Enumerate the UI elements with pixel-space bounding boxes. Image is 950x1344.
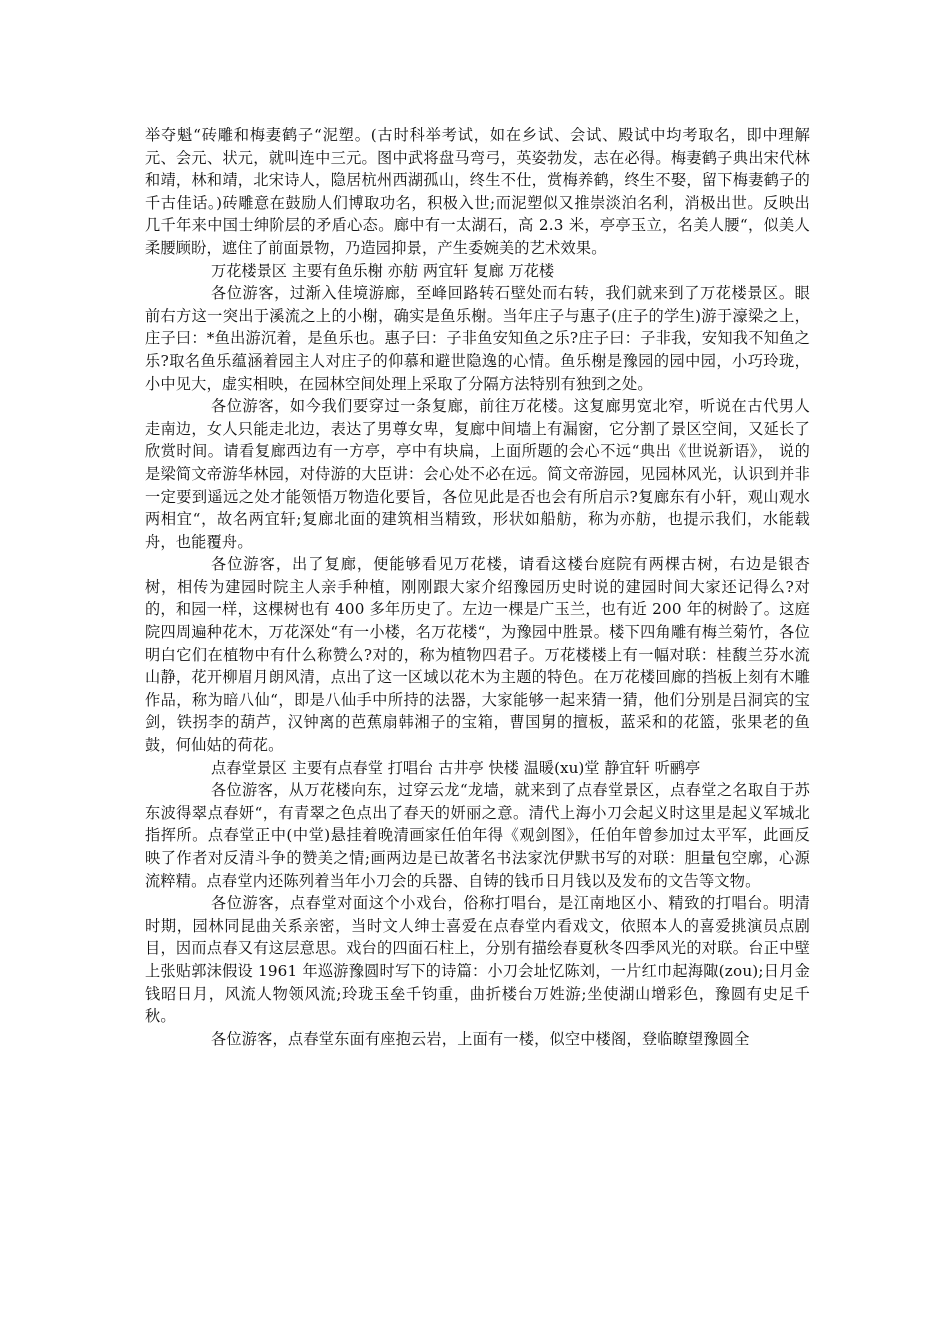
paragraph-intro: 举夺魁“砖雕和梅妻鹤子“泥塑。(古时科举考试，如在乡试、会试、殿试中均考取名，即中理解元、会元、状元，就叫连中三元。图中武将盘马弯弓，英姿勃发，志在必得。梅妻鹤子典出宋代林和靖，林和靖，北宋诗人，隐居杭州西湖孤山，终生不仕，赏梅养鹤，终生不娶，留下梅妻鹤子的千古佳话。)砖雕意在鼓励人们博取功名，积极入世;而泥塑似又推崇淡泊名利，消极出世。反映出几千年来中国士绅阶层的矛盾心态。廊中有一太湖石，高 2.3 米，亭亭玉立，名美人腰“，似美人柔腰顾盼，遮住了前面景物，乃造园抑景，产生委婉美的艺术效果。 [145,126,810,257]
paragraph-yulexie: 各位游客，过渐入佳境游廊，至峰回路转石壁处而右转，我们就来到了万花楼景区。眼前右方这一突出于溪流之上的小榭，确实是鱼乐榭。当年庄子与惠子(庄子的学生)游于濠梁之上，庄子曰：*鱼出游沉着，是鱼乐也。惠子曰：子非鱼安知鱼之乐?庄子曰：子非我，安知我不知鱼之乐?取名鱼乐蕴涵着园主人对庄子的仰慕和避世隐逸的心情。鱼乐榭是豫园的园中园，小巧玲珑，小中见大，虚实相映，在园林空间处理上采取了分隔方法特别有独到之处。 [145,284,810,393]
paragraph-fulang: 各位游客，如今我们要穿过一条复廊，前往万花楼。这复廊男宽北窄，听说在古代男人走南边，女人只能走北边，表达了男尊女卑，复廊中间墙上有漏窗，它分割了景区空间，又延长了欣赏时间。请看复廊西边有一方亭，亭中有块扁，上面所题的会心不远“典出《世说新语》， 说的是梁简文帝游华林园，对侍游的大臣讲：会心处不必在远。简文帝游园，见园林风光，认识到并非一定要到遥远之处才能领悟万物造化要旨，各位见此是否也会有所启示?复廊东有小轩，观山观水两相宜“，故名两宜轩;复廊北面的建筑相当精致，形状如船舫，称为亦舫，也提示我们，水能载舟，也能覆舟。 [145,397,810,551]
section-heading-dianchuntang: 点春堂景区 主要有点春堂 打唱台 古井亭 快楼 温暖(xu)堂 静宜轩 听鹂亭 [211,758,701,777]
paragraph-wanhualou: 各位游客，出了复廊，便能够看见万花楼，请看这楼台庭院有两棵古树，右边是银杏树，相传为建园时院主人亲手种植，刚刚跟大家介绍豫园历史时说的建园时间大家还记得么?对的，和园一样，这棵树也有 400 多年历史了。左边一棵是广玉兰，也有近 200 年的树龄了。这庭院四周遍种花木，万花深处“有一小楼，名万花楼“，为豫园中胜景。楼下四角雕有梅兰菊竹，各位明白它们在植物中有什么称赞么?对的，称为植物四君子。万花楼楼上有一幅对联：桂馥兰芬水流山静，花开柳眉月朗风清，点出了这一区域以花木为主题的特色。在万花楼回廊的挡板上刻有木雕作品，称为暗八仙“，即是八仙手中所持的法器，大家能够一起来猜一猜，他们分别是吕洞宾的宝剑，铁拐李的葫芦，汉钟离的芭蕉扇韩湘子的宝箱，曹国舅的擅板，蓝采和的花篮，张果老的鱼鼓，何仙姑的荷花。 [145,555,810,755]
paragraph-baoyunyan: 各位游客，点春堂东面有座抱云岩，上面有一楼，似空中楼阁，登临瞭望豫圆全 [211,1029,750,1048]
paragraph-dachangtai: 各位游客，点春堂对面这个小戏台，俗称打唱台，是江南地区小、精致的打唱台。明清时期，园林同昆曲关系亲密，当时文人绅士喜爱在点春堂内看戏文，依照本人的喜爱挑演员点剧目，因而点春又有这层意思。戏台的四面石柱上，分别有描绘春夏秋冬四季风光的对联。台正中壁上张贴郭沫假设 1961 年巡游豫圆时写下的诗篇：小刀会址忆陈刘，一片红巾起海陬(zou);日月金钱昭日月，风流人物领风流;玲珑玉垒千钧重，曲折楼台万姓游;坐使湖山增彩色，豫圆有史足千秋。 [145,894,810,1026]
paragraph-dianchuntang: 各位游客，从万花楼向东，过穿云龙“龙墙，就来到了点春堂景区，点春堂之名取自于苏东波得翠点春妍“，有青翠之色点出了春天的妍丽之意。清代上海小刀会起义时这里是起义军城北指挥所。点春堂正中(中堂)悬挂着晚清画家任伯年得《观剑图》，任伯年曾参加过太平军，此画反映了作者对反清斗争的赞美之情;画两边是已故著名书法家沈伊默书写的对联：胆量包空廓，心源流粹精。点春堂内还陈列着当年小刀会的兵器、自铸的钱币日月钱以及发布的文告等文物。 [145,781,810,890]
section-heading-wanhualou: 万花楼景区 主要有鱼乐榭 亦舫 两宜轩 复廊 万花楼 [211,261,555,280]
document-page [145,124,810,1050]
